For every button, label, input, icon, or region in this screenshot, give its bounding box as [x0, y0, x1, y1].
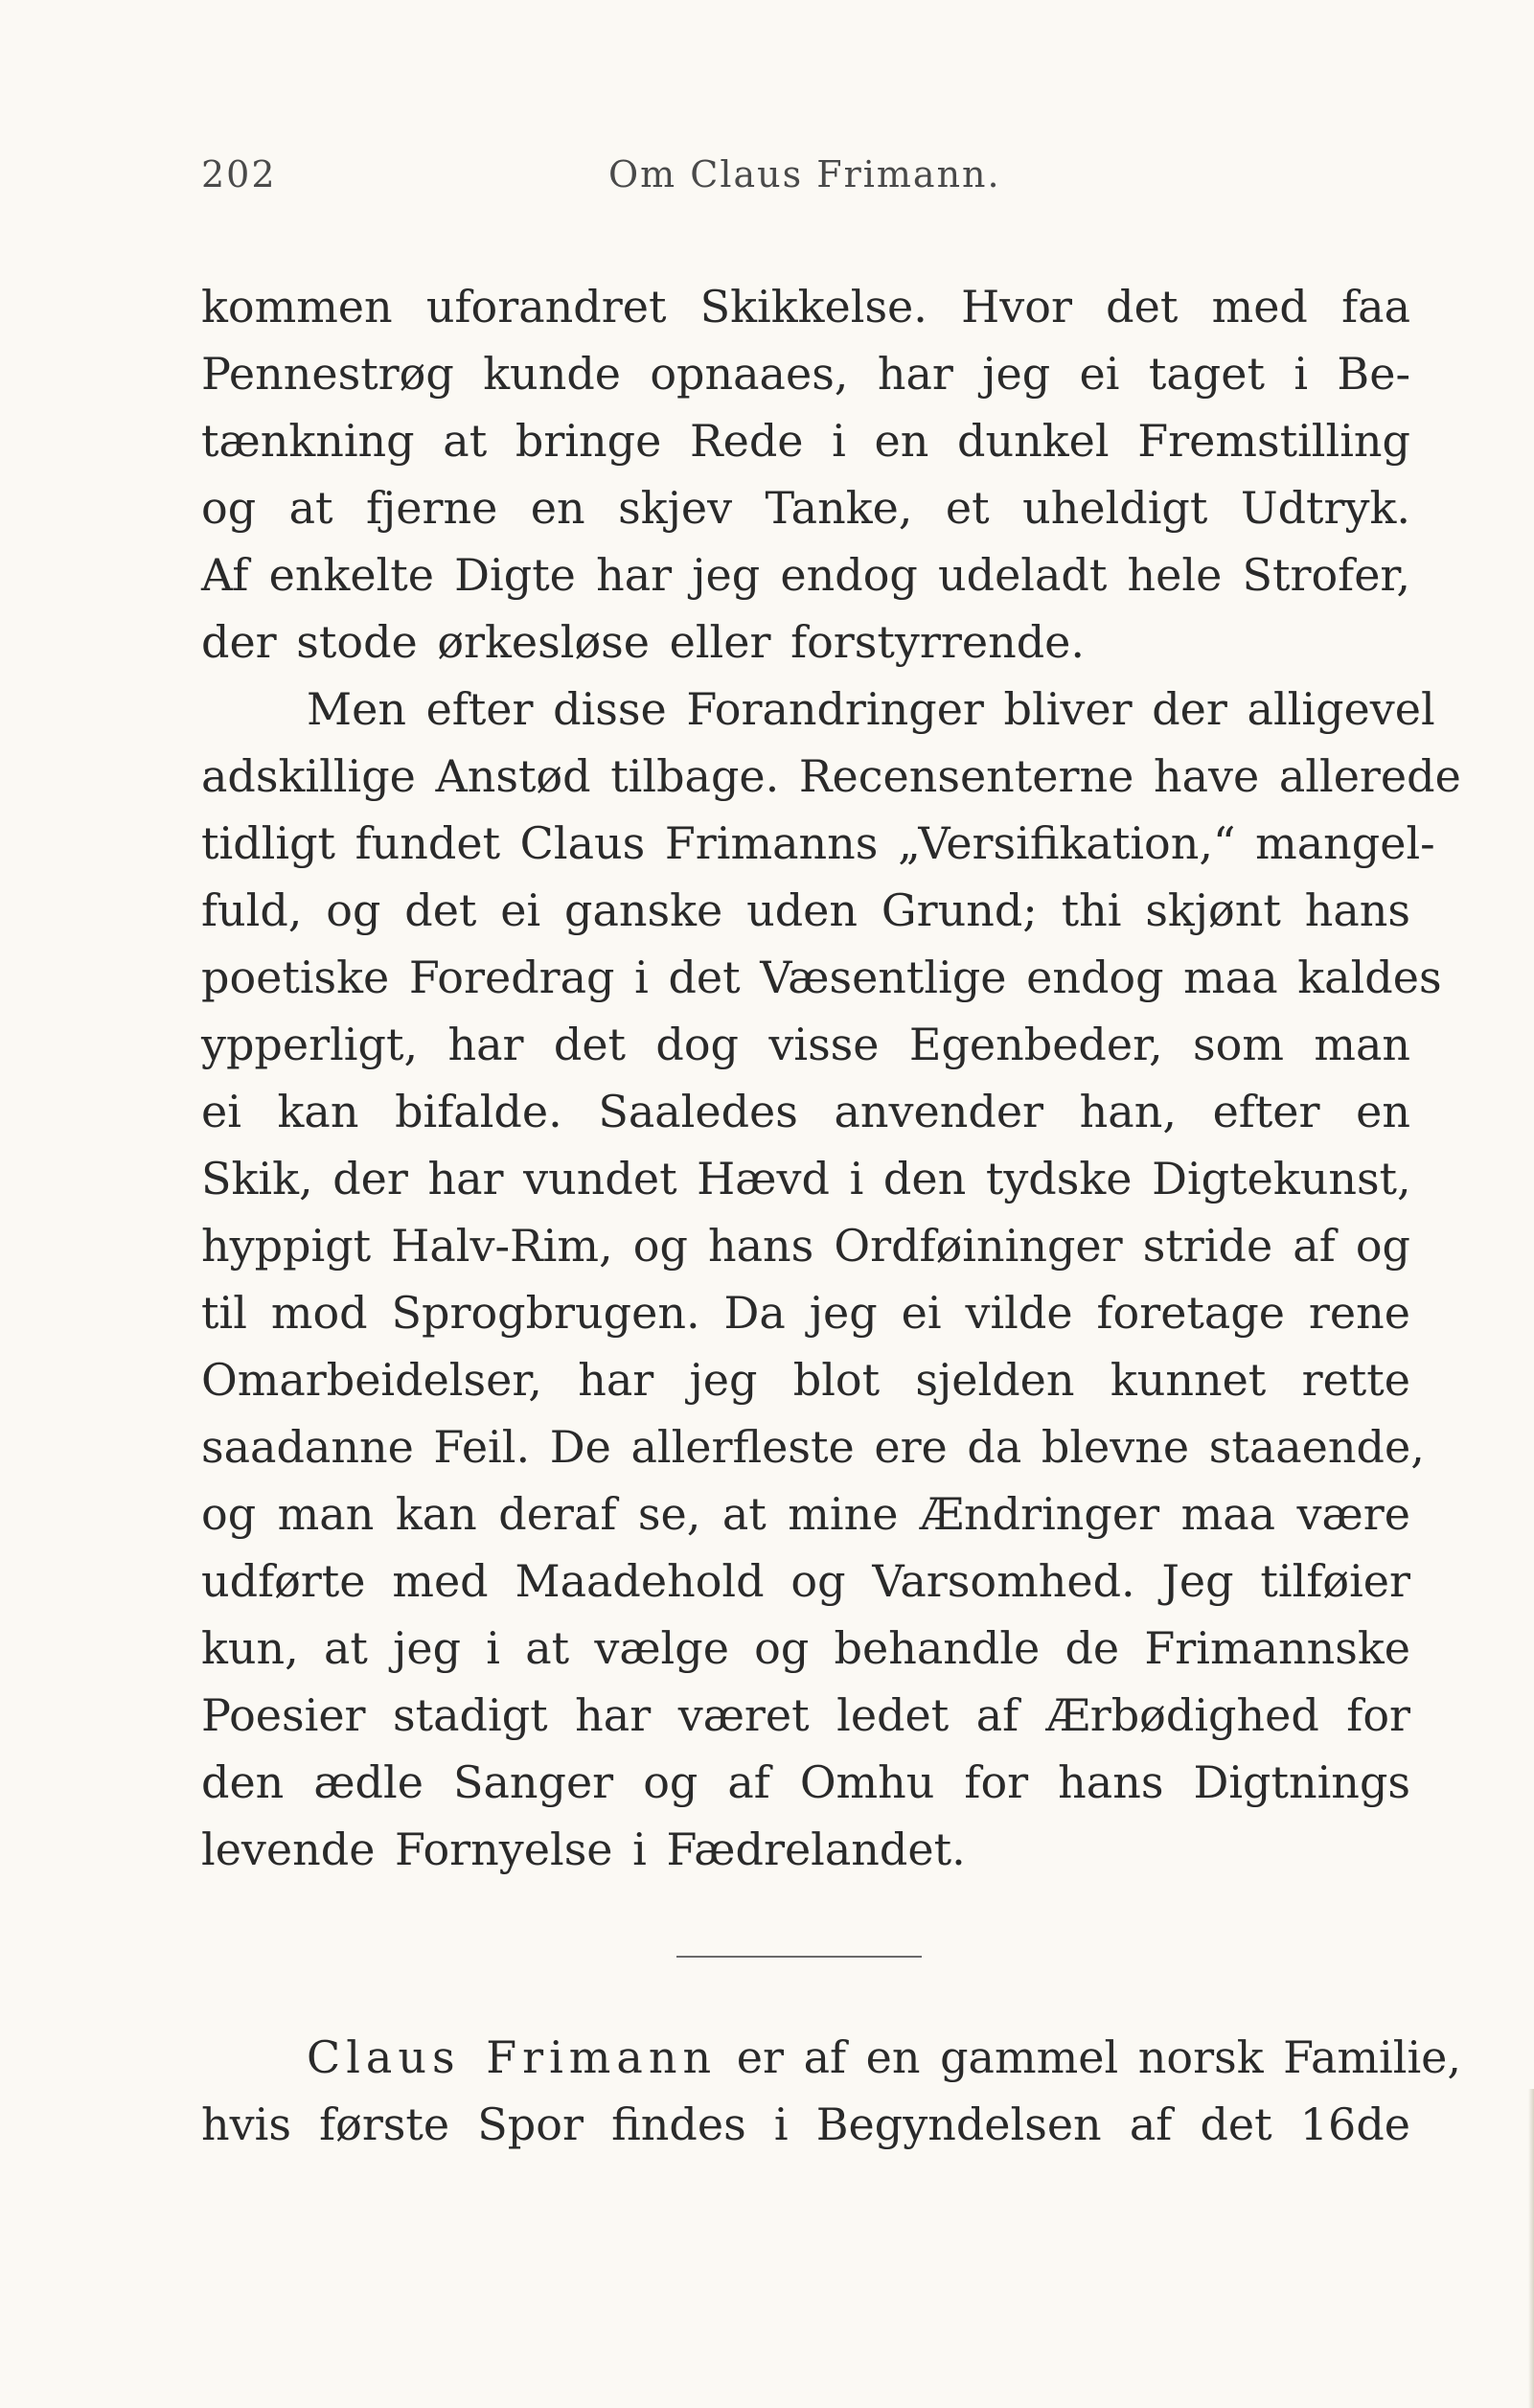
- text-line: Men efter disse Forandringer bliver der alligevel: [307, 683, 1435, 735]
- text-line: kommen uforandret Skikkelse. Hvor det med faa: [201, 281, 1410, 333]
- text-fragment: er af en gammel norsk Familie,: [717, 2031, 1462, 2083]
- text-line: og at fjerne en skjev Tanke, et uheldigt Udtryk.: [201, 482, 1410, 534]
- text-line: den ædle Sanger og af Omhu for hans Digtnings: [201, 1756, 1410, 1808]
- text-line: og man kan deraf se, at mine Ændringer maa være: [201, 1488, 1410, 1540]
- page-number: 202: [201, 153, 277, 195]
- text-line: hvis første Spor findes i Begyndelsen af det 16de: [201, 2098, 1410, 2150]
- text-line: til mod Sprogbrugen. Da jeg ei vilde foretage rene: [201, 1287, 1410, 1339]
- text-line: Skik, der har vundet Hævd i den tydske Digtekunst,: [201, 1153, 1411, 1204]
- text-line: ei kan bifalde. Saaledes anvender han, efter en: [201, 1086, 1410, 1137]
- text-line: kun, at jeg i at vælge og behandle de Frimannske: [201, 1622, 1410, 1674]
- text-line: Poesier stadigt har været ledet af Ærbødighed for: [201, 1689, 1410, 1741]
- text-line: levende Fornyelse i Fædrelandet.: [201, 1823, 966, 1875]
- text-line: hyppigt Halv-Rim, og hans Ordføininger stride af og: [201, 1220, 1410, 1272]
- text-line: [201, 2024, 1462, 2091]
- text-line: poetiske Foredrag i det Væsentlige endog maa kaldes: [201, 952, 1442, 1003]
- text-line: Af enkelte Digte har jeg endog udeladt hele Strofer,: [201, 549, 1410, 601]
- text-line: udførte med Maadehold og Varsomhed. Jeg tilføier: [201, 1555, 1410, 1607]
- text-line: fuld, og det ei ganske uden Grund; thi skjønt hans: [201, 884, 1410, 936]
- text-line: ypperligt, har det dog visse Egenbeder, som man: [201, 1019, 1410, 1070]
- text-line: Pennestrøg kunde opnaaes, har jeg ei taget i Be-: [201, 348, 1410, 400]
- text-line: tænkning at bringe Rede i en dunkel Fremstilling: [201, 415, 1410, 467]
- spaced-name: Claus Frimann: [307, 2031, 718, 2083]
- text-line: der stode ørkesløse eller forstyrrende.: [201, 616, 1085, 668]
- page-edge-shadow: [1528, 2089, 1534, 2408]
- body-text: [201, 273, 1461, 1883]
- running-head: [201, 153, 1399, 211]
- next-section-text: [201, 2024, 1462, 2158]
- text-line: saadanne Feil. De allerfleste ere da blevne staaende,: [201, 1421, 1425, 1473]
- text-line: Omarbeidelser, har jeg blot sjelden kunnet rette: [201, 1354, 1410, 1406]
- running-title: Om Claus Frimann.: [608, 153, 1001, 195]
- section-divider: [676, 1956, 922, 1958]
- text-line: tidligt fundet Claus Frimanns „Versifikation,“ mangel-: [201, 817, 1435, 869]
- text-line: adskillige Anstød tilbage. Recensenterne have allerede: [201, 750, 1461, 802]
